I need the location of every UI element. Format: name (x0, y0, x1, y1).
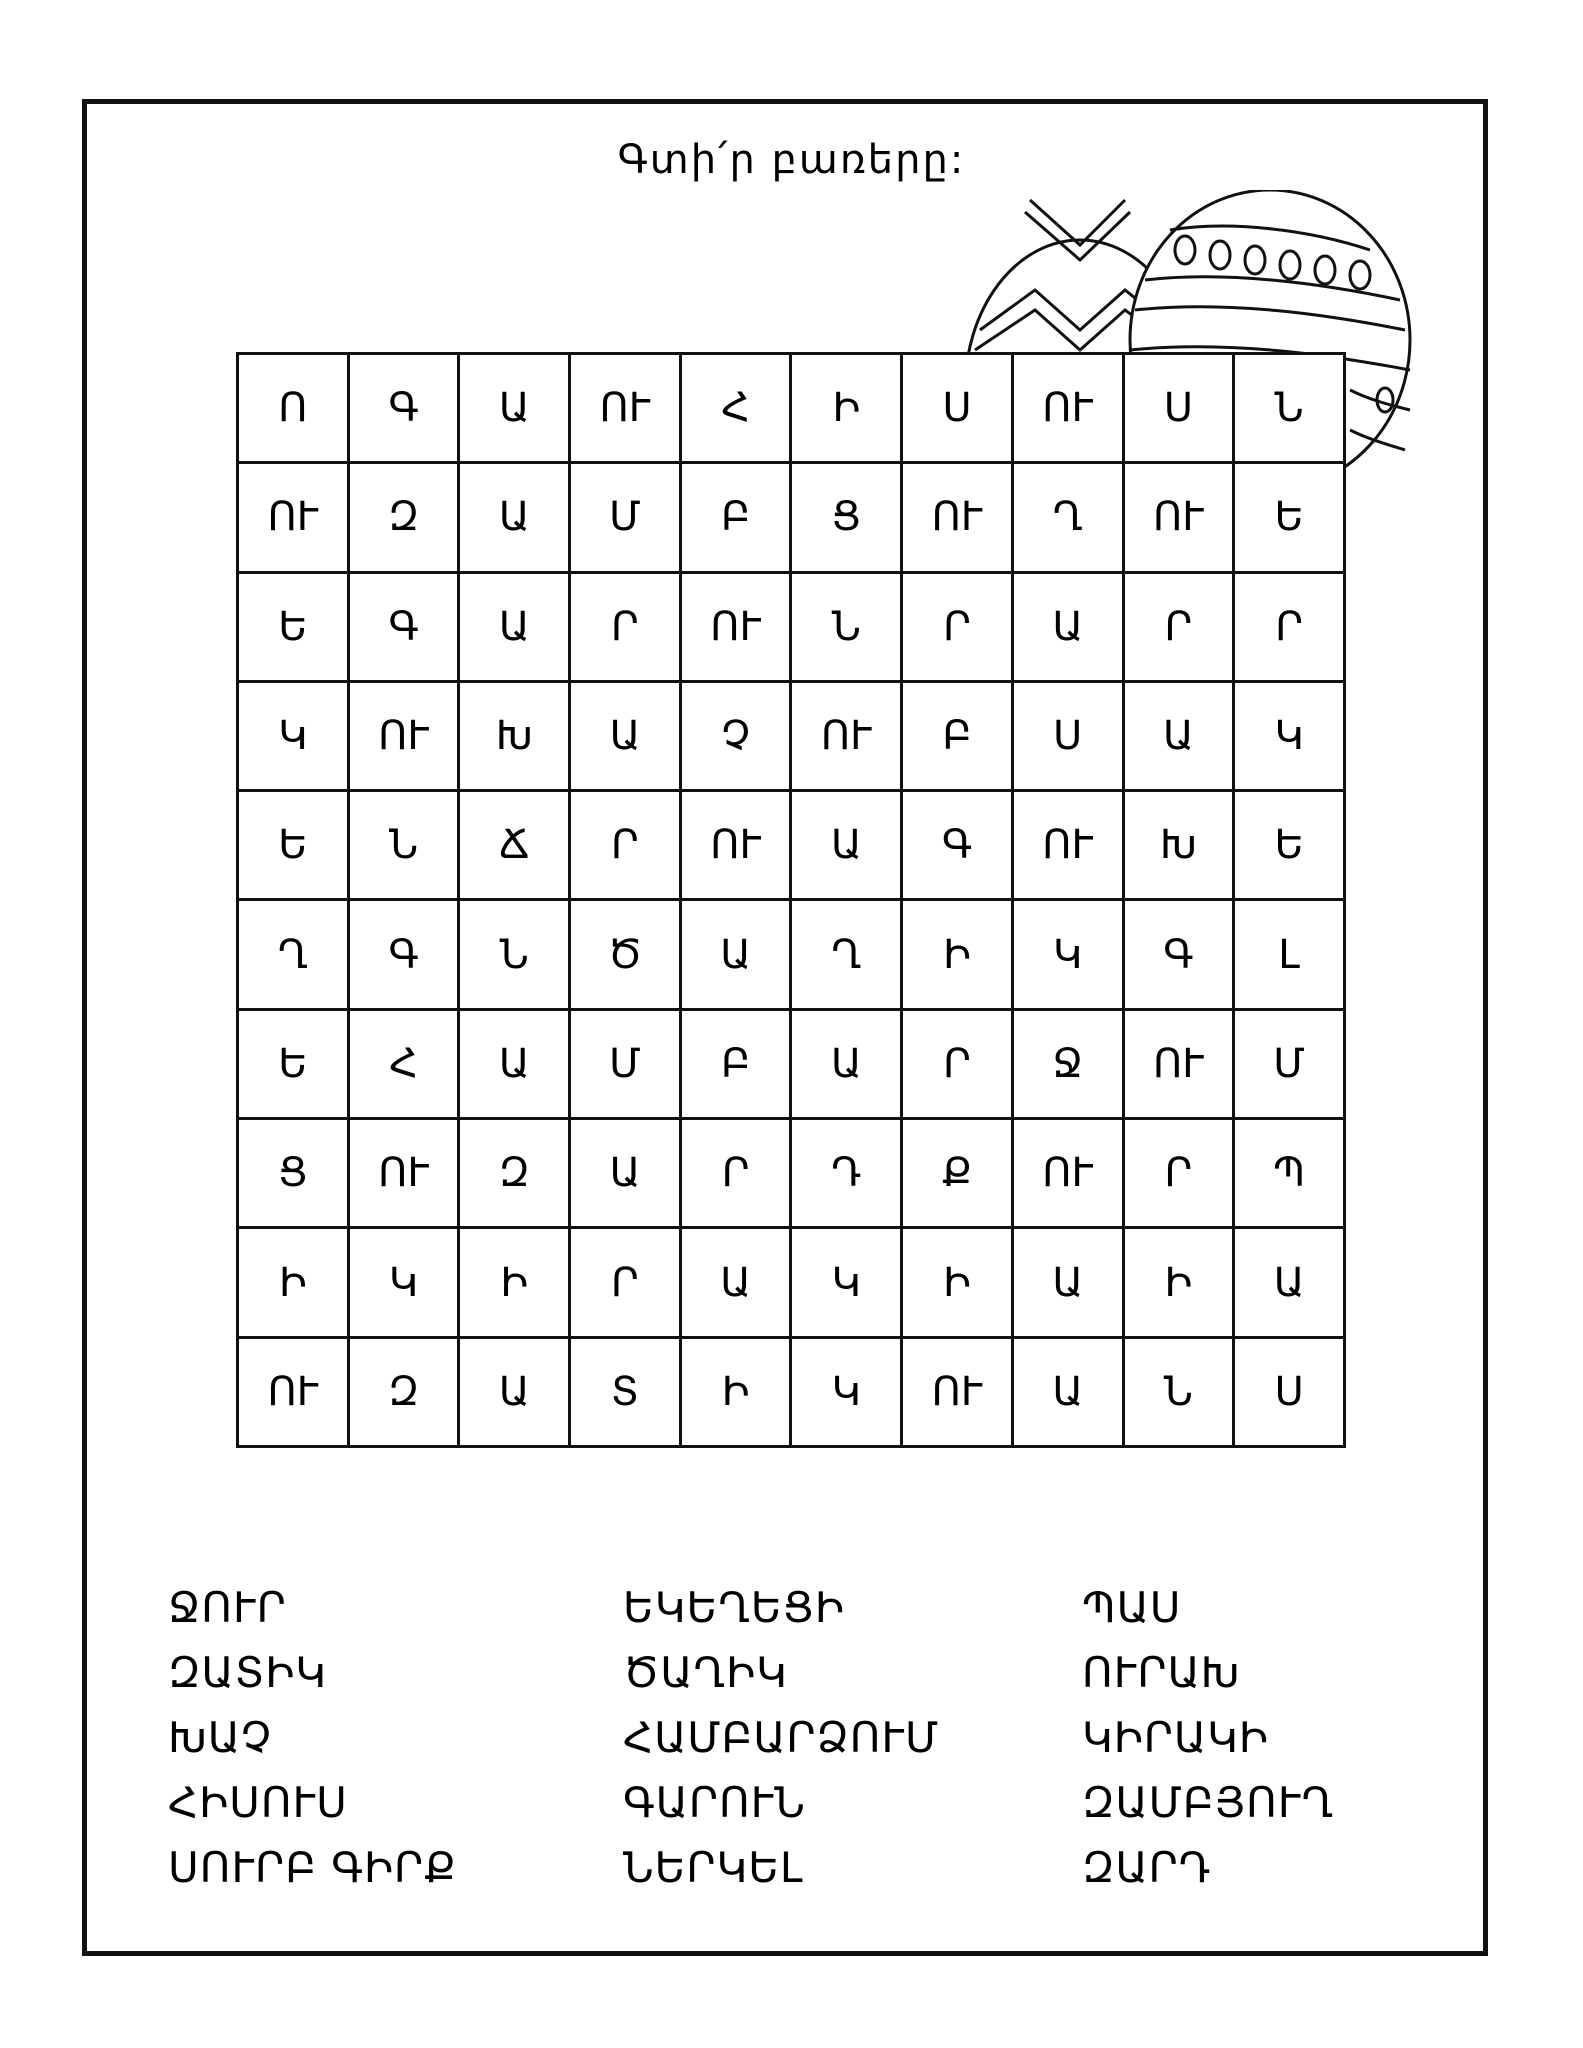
grid-cell[interactable]: ՈՒ (238, 1337, 349, 1446)
grid-cell[interactable]: Ո (238, 354, 349, 463)
grid-cell[interactable]: ՈՒ (1012, 791, 1123, 900)
grid-cell[interactable]: Ա (791, 1009, 902, 1118)
page-title: Գտի՛ր բառերը: (617, 137, 966, 183)
grid-cell[interactable]: Ա (680, 1228, 791, 1337)
grid-cell[interactable]: ՈՒ (348, 1119, 459, 1228)
grid-row (238, 900, 1345, 1009)
grid-cell[interactable]: ՈՒ (1123, 1009, 1234, 1118)
grid-cell[interactable]: Ա (459, 1009, 570, 1118)
grid-cell[interactable]: Զ (348, 1337, 459, 1446)
grid-cell[interactable]: Ղ (238, 900, 349, 1009)
grid-cell[interactable]: Խ (459, 681, 570, 790)
grid-cell[interactable]: Ն (791, 572, 902, 681)
grid-cell[interactable]: Գ (348, 572, 459, 681)
grid-cell[interactable]: Ծ (570, 900, 681, 1009)
word-item: ՈՒՐԱԽ (1082, 1648, 1241, 1697)
word-item: ԳԱՐՈՒՆ (623, 1778, 806, 1827)
grid-cell[interactable]: Տ (570, 1337, 681, 1446)
word-list-column-3 (1082, 1575, 1334, 1900)
word-item: ԵԿԵՂԵՑԻ (623, 1583, 845, 1632)
word-item: ՋՈՒՐ (168, 1583, 287, 1632)
word-item: ՊԱՍ (1082, 1583, 1182, 1632)
grid-cell[interactable]: Ս (1234, 1337, 1345, 1446)
grid-cell[interactable]: Ի (680, 1337, 791, 1446)
grid-cell[interactable]: Ա (1012, 1337, 1123, 1446)
grid-row (238, 681, 1345, 790)
grid-cell[interactable]: Գ (902, 791, 1013, 900)
grid-cell[interactable]: Ր (1123, 572, 1234, 681)
grid-cell[interactable]: Ե (1234, 791, 1345, 900)
word-list-column-1 (168, 1575, 457, 1900)
grid-cell[interactable]: Ք (902, 1119, 1013, 1228)
word-search-grid (236, 352, 1346, 1448)
grid-cell[interactable]: ՈՒ (1012, 354, 1123, 463)
grid-row (238, 1228, 1345, 1337)
grid-cell[interactable]: Զ (348, 463, 459, 572)
word-item: ՀԻՍՈՒՍ (168, 1778, 348, 1827)
grid-cell[interactable]: Ն (459, 900, 570, 1009)
grid-cell[interactable]: Ա (459, 463, 570, 572)
grid-cell[interactable]: Կ (1234, 681, 1345, 790)
grid-cell[interactable]: Հ (348, 1009, 459, 1118)
grid-cell[interactable]: Ի (1123, 1228, 1234, 1337)
grid-cell[interactable]: ՈՒ (1123, 463, 1234, 572)
grid-cell[interactable]: Ա (1012, 1228, 1123, 1337)
grid-cell[interactable]: Ն (1123, 1337, 1234, 1446)
grid-cell[interactable]: Ե (238, 1009, 349, 1118)
grid-cell[interactable]: Ա (459, 1337, 570, 1446)
grid-cell[interactable]: Կ (791, 1337, 902, 1446)
grid-cell[interactable]: Մ (570, 463, 681, 572)
grid-cell[interactable]: Ա (1123, 681, 1234, 790)
grid-cell[interactable]: Ե (238, 791, 349, 900)
grid-cell[interactable]: Պ (1234, 1119, 1345, 1228)
grid-cell[interactable]: Ս (1012, 681, 1123, 790)
grid-cell[interactable]: Ի (902, 1228, 1013, 1337)
grid-cell[interactable]: Ա (680, 900, 791, 1009)
grid-cell[interactable]: Ր (570, 572, 681, 681)
word-item: ԾԱՂԻԿ (623, 1648, 788, 1697)
grid-cell[interactable]: Ղ (1012, 463, 1123, 572)
grid-cell[interactable]: Ն (348, 791, 459, 900)
grid-cell[interactable]: ՈՒ (791, 681, 902, 790)
grid-cell[interactable]: Բ (902, 681, 1013, 790)
grid-cell[interactable]: Ե (238, 572, 349, 681)
word-item: ՀԱՄԲԱՐՁՈՒՄ (623, 1713, 940, 1762)
grid-cell[interactable]: Բ (680, 463, 791, 572)
grid-row (238, 463, 1345, 572)
grid-row (238, 1337, 1345, 1446)
grid-cell[interactable]: Կ (238, 681, 349, 790)
grid-cell[interactable]: Գ (1123, 900, 1234, 1009)
grid-cell[interactable]: Հ (680, 354, 791, 463)
grid-cell[interactable]: Բ (680, 1009, 791, 1118)
grid-cell[interactable]: Մ (570, 1009, 681, 1118)
word-item: ԶԱՐԴ (1082, 1843, 1212, 1892)
grid-cell[interactable]: Լ (1234, 900, 1345, 1009)
grid-row (238, 572, 1345, 681)
grid-cell[interactable]: Կ (348, 1228, 459, 1337)
grid-cell[interactable]: Ս (1123, 354, 1234, 463)
grid-cell[interactable]: ՈՒ (1012, 1119, 1123, 1228)
grid-cell[interactable]: ՈՒ (238, 463, 349, 572)
grid-cell[interactable]: Մ (1234, 1009, 1345, 1118)
word-item: ԿԻՐԱԿԻ (1082, 1713, 1269, 1762)
word-item: ԶԱՏԻԿ (168, 1648, 327, 1697)
grid-cell[interactable]: Ի (791, 354, 902, 463)
grid-cell[interactable]: Ց (238, 1119, 349, 1228)
grid-cell[interactable]: Ա (1012, 572, 1123, 681)
grid-cell[interactable]: Կ (1012, 900, 1123, 1009)
grid-cell[interactable]: Ն (1234, 354, 1345, 463)
grid-cell[interactable]: Ղ (791, 900, 902, 1009)
grid-cell[interactable]: Ի (238, 1228, 349, 1337)
grid-cell[interactable]: Ի (902, 900, 1013, 1009)
grid-cell[interactable]: ՈՒ (348, 681, 459, 790)
grid-cell[interactable]: ՈՒ (680, 572, 791, 681)
grid-cell[interactable]: Խ (1123, 791, 1234, 900)
grid-cell[interactable]: Կ (791, 1228, 902, 1337)
grid-cell[interactable]: ՈՒ (570, 354, 681, 463)
word-list-column-2 (623, 1575, 939, 1900)
grid-cell[interactable]: Ր (1123, 1119, 1234, 1228)
grid-cell[interactable]: Ա (791, 791, 902, 900)
word-item: ԽԱՉ (168, 1713, 272, 1762)
grid-cell[interactable]: Չ (680, 681, 791, 790)
grid-cell[interactable]: Ե (1234, 463, 1345, 572)
word-item: ԶԱՄԲՅՈՒՂ (1082, 1778, 1335, 1827)
grid-row (238, 791, 1345, 900)
grid-row (238, 1119, 1345, 1228)
grid-cell[interactable]: Ճ (459, 791, 570, 900)
grid-cell[interactable]: ՈՒ (902, 463, 1013, 572)
grid-cell[interactable]: ՈՒ (680, 791, 791, 900)
grid-cell[interactable]: Ր (1234, 572, 1345, 681)
grid-cell[interactable]: Ա (459, 354, 570, 463)
grid-row (238, 1009, 1345, 1118)
grid-cell[interactable]: Ր (570, 1228, 681, 1337)
grid-cell[interactable]: Ա (1234, 1228, 1345, 1337)
grid-cell[interactable]: Ց (791, 463, 902, 572)
grid-row (238, 354, 1345, 463)
grid-cell[interactable]: Ա (570, 1119, 681, 1228)
grid-cell[interactable]: Ր (570, 791, 681, 900)
grid-cell[interactable]: Ա (459, 572, 570, 681)
grid-cell[interactable]: Գ (348, 900, 459, 1009)
grid-cell[interactable]: Դ (791, 1119, 902, 1228)
grid-cell[interactable]: Զ (459, 1119, 570, 1228)
word-item: ՆԵՐԿԵԼ (623, 1843, 804, 1892)
grid-cell[interactable]: Ր (680, 1119, 791, 1228)
grid-cell[interactable]: Ջ (1012, 1009, 1123, 1118)
grid-cell[interactable]: Ր (902, 572, 1013, 681)
grid-cell[interactable]: Ր (902, 1009, 1013, 1118)
grid-cell[interactable]: ՈՒ (902, 1337, 1013, 1446)
grid-cell[interactable]: Ա (570, 681, 681, 790)
grid-cell[interactable]: Գ (348, 354, 459, 463)
grid-cell[interactable]: Ի (459, 1228, 570, 1337)
grid-cell[interactable]: Ս (902, 354, 1013, 463)
word-item: ՍՈՒՐԲ ԳԻՐՔ (168, 1843, 457, 1892)
